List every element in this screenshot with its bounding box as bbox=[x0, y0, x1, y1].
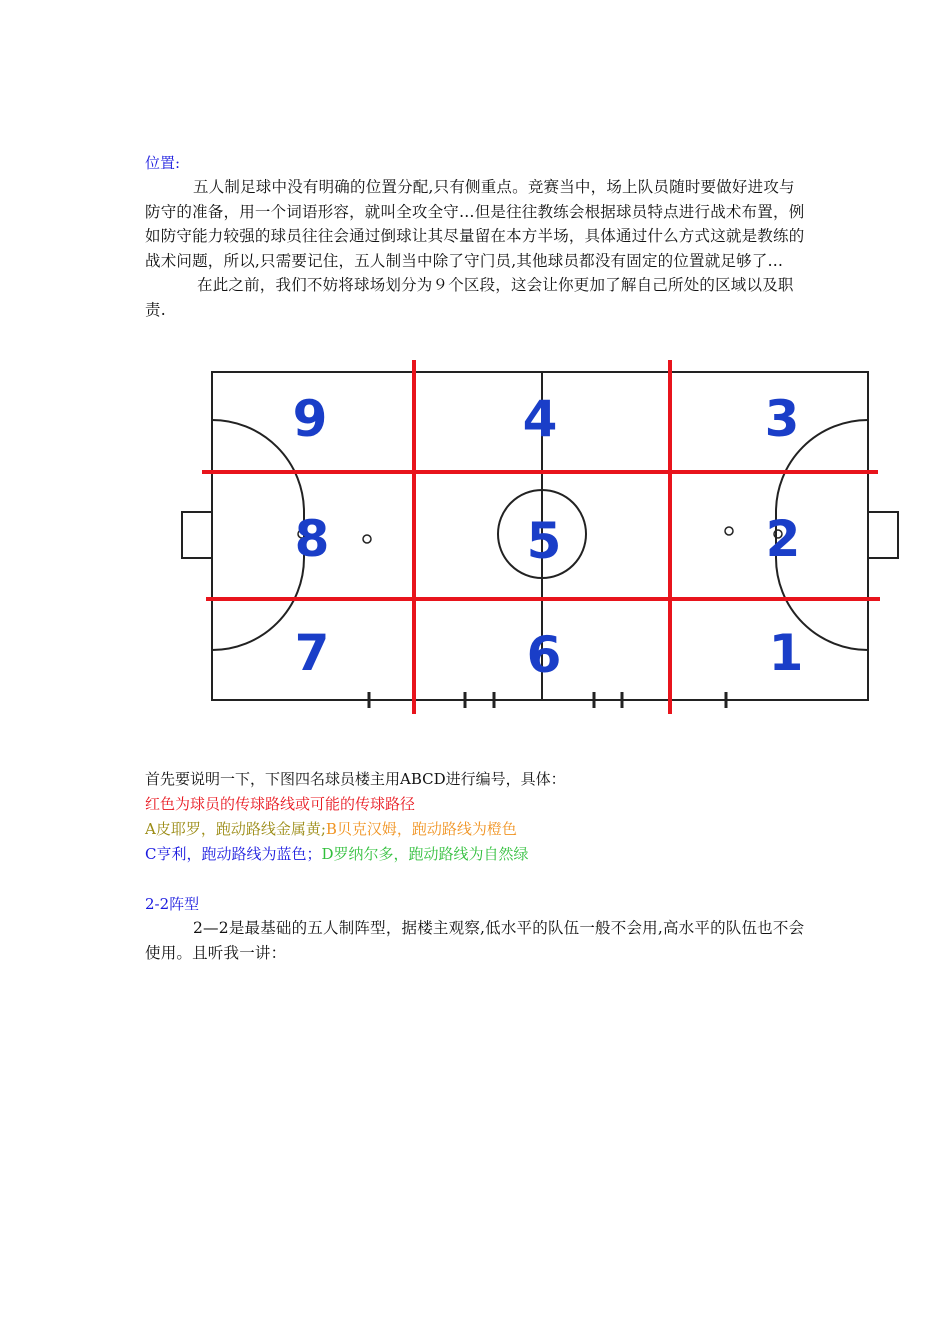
legend-players-cd bbox=[145, 843, 529, 864]
zone-number: 4 bbox=[522, 390, 558, 448]
legend-intro: 首先要说明一下，下图四名球员楼主用ABCD进行编号，具体： bbox=[145, 770, 566, 788]
section-title-formation: 2-2阵型 bbox=[145, 895, 200, 913]
zone-number: 7 bbox=[294, 624, 330, 682]
formation-paragraph bbox=[145, 916, 810, 965]
court-zone-diagram bbox=[180, 358, 902, 720]
position-paragraph-zones: 在此之前，我们不妨将球场划分为９个区段，这会让你更加了解自己所处的区域以及职责. bbox=[145, 276, 794, 319]
zone-number: 6 bbox=[526, 626, 562, 684]
right-goal bbox=[868, 512, 898, 558]
left-goal bbox=[182, 512, 212, 558]
left-penalty-area bbox=[212, 420, 304, 650]
zone-number: 5 bbox=[526, 512, 562, 570]
section-title-position: 位置: bbox=[145, 154, 181, 172]
legend-player-c: C亨利，跑动路线为蓝色； bbox=[145, 845, 322, 863]
zone-number: 8 bbox=[294, 510, 330, 568]
position-paragraph-text: 五人制足球中没有明确的位置分配,只有侧重点。竞赛当中，场上队员随时要做好进攻与防守的准备，用一个词语形容，就叫全攻全守…但是往往教练会根据球员特点进行战术布置，例如防守能力较强的球员往往会通过倒球让其尽量留在本方半场，具体通过什么方式这就是教练的战术问题，所以,只需要记住，五人制当中除了守门员,其他球员都没有固定的位置就足够了… bbox=[145, 178, 805, 270]
left-second-spot bbox=[363, 535, 371, 543]
legend-player-d: D罗纳尔多，跑动路线为自然绿 bbox=[321, 845, 529, 863]
right-second-spot bbox=[725, 527, 733, 535]
legend-red-pass-line: 红色为球员的传球路线或可能的传球路径 bbox=[145, 795, 416, 813]
legend-player-b: B贝克汉姆，跑动路线为橙色 bbox=[325, 820, 517, 838]
zone-number: 3 bbox=[764, 390, 800, 448]
zone-number: 9 bbox=[292, 390, 328, 448]
zone-number: 1 bbox=[768, 624, 804, 682]
zone-number: 2 bbox=[765, 510, 801, 568]
zone-numbers bbox=[293, 390, 804, 684]
position-paragraph bbox=[145, 175, 810, 322]
legend-player-a: A皮耶罗，跑动路线金属黄; bbox=[145, 820, 326, 838]
formation-paragraph-text: 2—2是最基础的五人制阵型，据楼主观察,低水平的队伍一般不会用,高水平的队伍也不会使用。且听我一讲： bbox=[145, 919, 805, 962]
legend-players-ab bbox=[145, 818, 517, 839]
